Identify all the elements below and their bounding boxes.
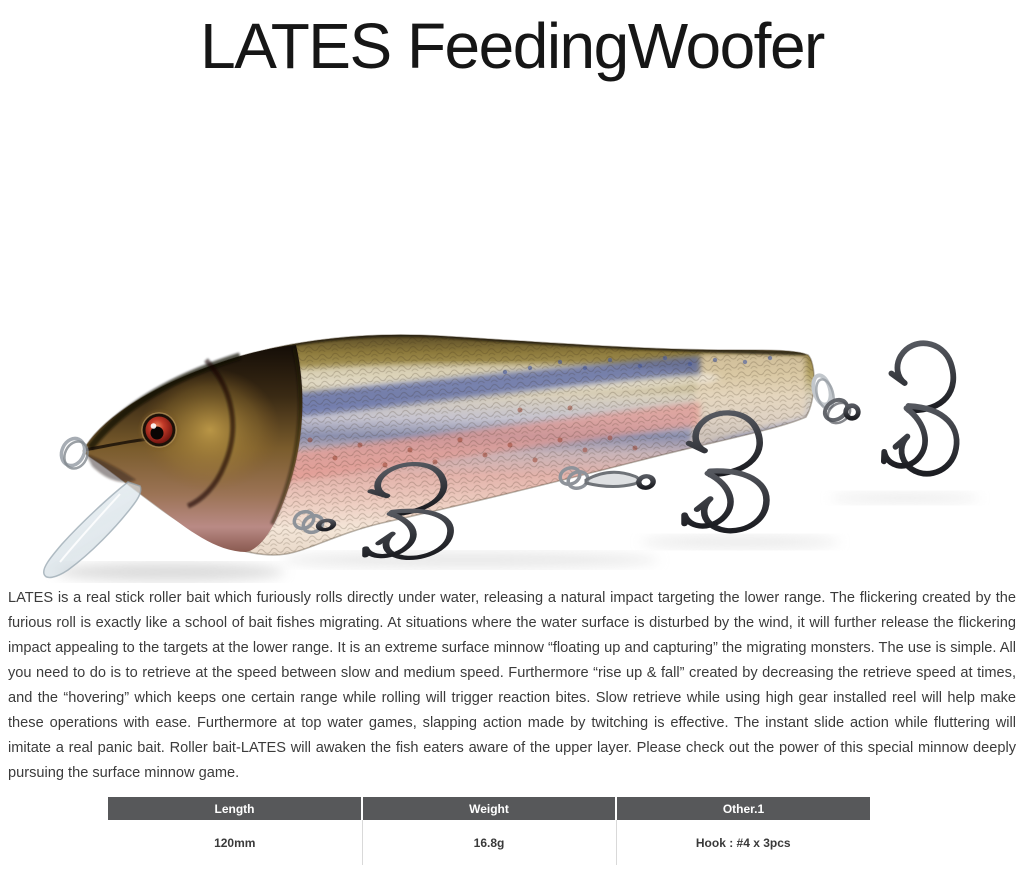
spec-value-weight: 16.8g: [362, 820, 616, 865]
spec-table: [108, 797, 870, 865]
spec-value-other: Hook : #4 x 3pcs: [616, 820, 870, 865]
spec-header-row: [108, 797, 870, 820]
snap-clip: [586, 472, 639, 486]
line-tie-ring: [57, 435, 92, 473]
spec-value-length: 120mm: [108, 820, 362, 865]
lure-illustration: [0, 290, 1024, 590]
page-title: LATES FeedingWoofer: [200, 10, 824, 82]
lure-eye: [139, 410, 179, 450]
product-image: [0, 290, 1024, 590]
diving-lip: [44, 482, 141, 577]
product-description: LATES is a real stick roller bait which furiously rolls directly under water, releasing a natural impact targeting the lower range. The flickering created by the furious roll is exactly like a school of bait fishes migrating. At situations where the water surface is disturbed by the wind, it will further release the flickering impact appealing to the targets at the lower range. It is an extreme surface minnow “floating up and capturing” the migrating monsters. The use is simple. All you need to do is to retrieve at the speed between slow and medium speed. Furthermore “rise up & fall” created by decreasing the retrieve speed at times, and the “hovering” which keeps one certain range while rolling will trigger reaction bites. Slow retrieve while using high gear installed reel will help make these operations with ease. Furthermore at top water games, slapping action made by twitching is effective. The instant slide action while fluttering will imitate a real panic bait. Roller bait-LATES will awaken the fish eaters aware of the upper layer. Please check out the power of this special minnow deeply pursuing the surface minnow game.: [8, 590, 1016, 781]
tail-hook: [810, 341, 960, 479]
spec-col-weight: Weight: [362, 797, 616, 820]
spec-col-length: Length: [108, 797, 362, 820]
spec-value-row: [108, 820, 870, 865]
spec-col-other: Other.1: [616, 797, 870, 820]
